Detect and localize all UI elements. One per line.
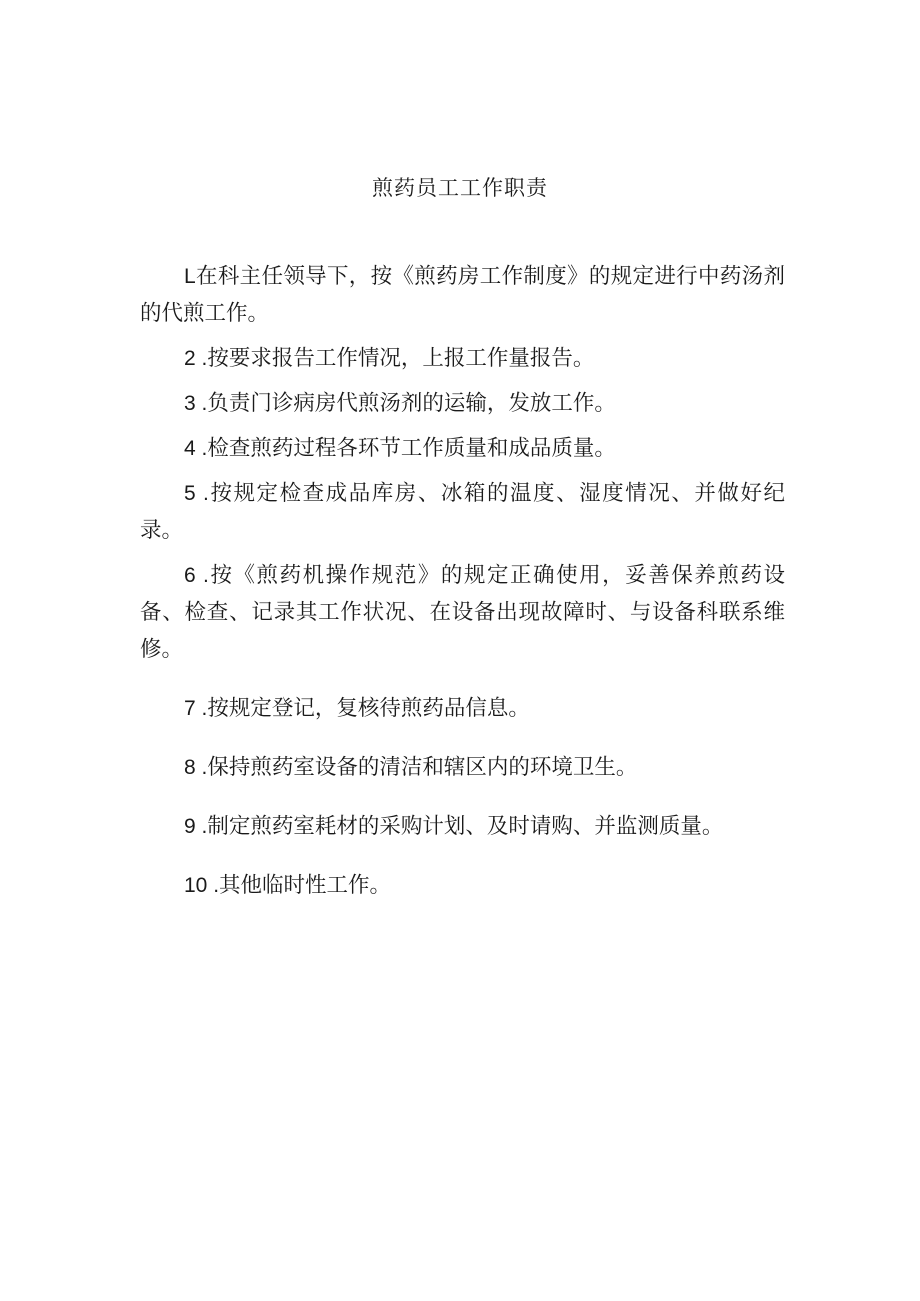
duties-list <box>140 258 785 912</box>
duty-number: 3 . <box>184 392 208 415</box>
duty-text: 按要求报告工作情况，上报工作量报告。 <box>207 346 595 371</box>
duty-text: 按规定检查成品库房、冰箱的温度、湿度情况、并做好纪录。 <box>140 481 785 543</box>
duty-text: 按《煎药机操作规范》的规定正确使用，妥善保养煎药设备、检查、记录其工作状况、在设备出现故障时、与设备科联系维修。 <box>140 563 785 662</box>
duty-item-6 <box>140 557 785 668</box>
duty-item-7 <box>140 690 785 727</box>
duty-number: 9 . <box>184 815 208 838</box>
duty-text: 按规定登记，复核待煎药品信息。 <box>207 696 530 721</box>
document-title: 煎药员工工作职责 <box>372 176 548 200</box>
duty-item-2 <box>140 340 785 377</box>
duty-number: 7 . <box>184 697 208 720</box>
duty-number: 8 . <box>184 756 208 779</box>
duty-number: 2 . <box>184 347 208 370</box>
duty-text: 在科主任领导下，按《煎药房工作制度》的规定进行中药汤剂的代煎工作。 <box>140 264 785 326</box>
duty-number: 4 . <box>184 437 208 460</box>
duty-item-8 <box>140 749 785 786</box>
duty-item-4 <box>140 430 785 467</box>
duty-text: 负责门诊病房代煎汤剂的运输，发放工作。 <box>207 391 616 416</box>
duty-text: 制定煎药室耗材的采购计划、及时请购、并监测质量。 <box>207 814 724 839</box>
duty-number: 6 . <box>184 564 209 587</box>
duty-text: 保持煎药室设备的清洁和辖区内的环境卫生。 <box>207 755 638 780</box>
duty-item-5 <box>140 475 785 549</box>
duty-item-9 <box>140 808 785 845</box>
duty-item-3 <box>140 385 785 422</box>
duty-number: L <box>184 265 196 288</box>
duty-number: 10 . <box>184 874 220 897</box>
duty-number: 5 . <box>184 482 209 505</box>
duty-text: 其他临时性工作。 <box>219 873 392 898</box>
duty-text: 检查煎药过程各环节工作质量和成品质量。 <box>207 436 616 461</box>
duty-item-10 <box>140 867 785 904</box>
duty-item-1 <box>140 258 785 332</box>
